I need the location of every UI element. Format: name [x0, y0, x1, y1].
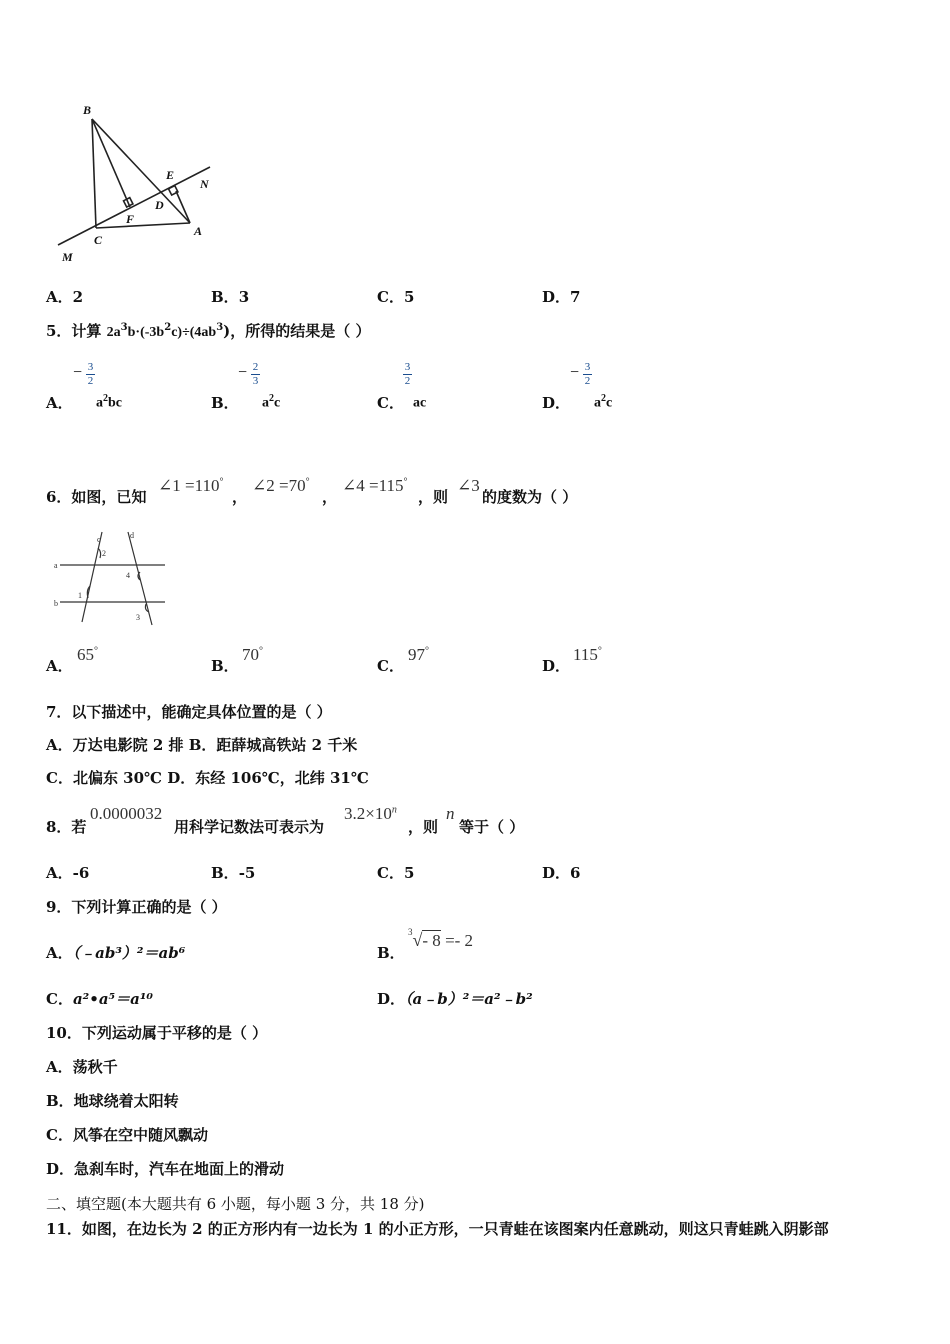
- q8-number: 0.0000032: [90, 804, 163, 823]
- q6-angle2: ∠2 =70°: [252, 476, 310, 495]
- q9-option-c[interactable]: C．a²•a⁵＝a¹⁰: [46, 990, 153, 1008]
- label-d: d: [130, 531, 134, 540]
- q4-option-c[interactable]: C．5: [377, 288, 415, 306]
- q6-mid: ，则: [418, 488, 449, 506]
- q10-option-b[interactable]: B．地球绕着太阳转: [46, 1092, 179, 1110]
- label-b: b: [54, 599, 58, 608]
- label-4: 4: [126, 571, 130, 580]
- q10-option-c[interactable]: C．风筝在空中随风飘动: [46, 1126, 208, 1144]
- label-c: c: [97, 535, 101, 544]
- label-a: a: [54, 561, 58, 570]
- q7-options-line2[interactable]: C．北偏东 30℃ D．东经 106℃，北纬 31℃: [46, 769, 369, 787]
- q10-option-a[interactable]: A．荡秋千: [46, 1058, 118, 1076]
- q6-sep1: ，: [232, 488, 248, 506]
- q7-options-line1[interactable]: A．万达电影院 2 排 B．距薛城高铁站 2 千米: [46, 736, 358, 754]
- section2-title: 二、填空题(本大题共有 6 小题，每小题 3 分，共 18 分): [46, 1195, 425, 1213]
- label-n: N: [200, 177, 209, 191]
- q9-option-d[interactable]: D．（a﹣b）²＝a²﹣b²: [377, 990, 533, 1008]
- label-f: F: [126, 212, 135, 226]
- segment-ba: [92, 119, 190, 223]
- q8-var: n: [446, 804, 455, 823]
- segment-bf: [92, 119, 130, 207]
- label-c: C: [94, 233, 103, 247]
- q6-suffix: 的度数为（ ）: [482, 488, 578, 506]
- q5-stem: 5．计算 $2a^3b\cdot(-3b^2c)\div(4ab^3)$，所得的结果是（ ）: [46, 322, 371, 340]
- label-m: M: [62, 250, 73, 264]
- q8-option-b[interactable]: B．-5: [211, 864, 256, 882]
- q10-stem: 10．下列运动属于平移的是（ ）: [46, 1024, 268, 1042]
- q4-option-d[interactable]: D．7: [542, 288, 581, 306]
- line-c: [82, 532, 102, 622]
- q6-angle1: ∠1 =110°: [158, 476, 224, 495]
- line-mn: [58, 167, 210, 245]
- q8-sci: $3.2\times 10^n$: [344, 804, 397, 823]
- q8-prefix: 8．若: [46, 818, 87, 836]
- parallel-lines-figure: [50, 528, 170, 628]
- q9-stem: 9．下列计算正确的是（ ）: [46, 898, 227, 916]
- q8-option-c[interactable]: C．5: [377, 864, 415, 882]
- q8-option-d[interactable]: D．6: [542, 864, 581, 882]
- label-a: A: [194, 224, 203, 238]
- label-2: 2: [102, 549, 106, 558]
- q4-option-a[interactable]: A．2: [46, 288, 84, 306]
- segment-ca: [96, 223, 190, 228]
- q9-option-a[interactable]: A．（﹣ab³）²＝ab⁶: [46, 944, 186, 962]
- q8-mid: 用科学记数法可表示为: [174, 818, 325, 836]
- q4-option-b[interactable]: B．3: [211, 288, 250, 306]
- label-1: 1: [78, 591, 82, 600]
- q6-angle3: ∠3: [457, 476, 480, 495]
- label-3: 3: [136, 613, 140, 622]
- line-d: [128, 532, 152, 625]
- q6-angle4: ∠4 =115°: [342, 476, 408, 495]
- triangle-figure: [50, 95, 230, 270]
- q8-mid2: ，则: [408, 818, 439, 836]
- q11-stem: 11．如图，在边长为 2 的正方形内有一边长为 1 的小正方形，一只青蛙在该图案内任意跳动，则这只青蛙跳入阴影部: [46, 1220, 829, 1238]
- q6-prefix: 6．如图，已知: [46, 488, 147, 506]
- q10-option-d[interactable]: D．急刹车时，汽车在地面上的滑动: [46, 1160, 285, 1178]
- q8-option-a[interactable]: A．-6: [46, 864, 90, 882]
- segment-bc: [92, 119, 96, 228]
- q6-sep2: ，: [322, 488, 338, 506]
- q7-stem: 7．以下描述中，能确定具体位置的是（ ）: [46, 703, 332, 721]
- segment-ae: [176, 191, 190, 223]
- q8-suffix: 等于（ ）: [459, 818, 525, 836]
- label-e: E: [166, 168, 175, 182]
- label-b: B: [83, 103, 92, 117]
- label-d: D: [155, 198, 164, 212]
